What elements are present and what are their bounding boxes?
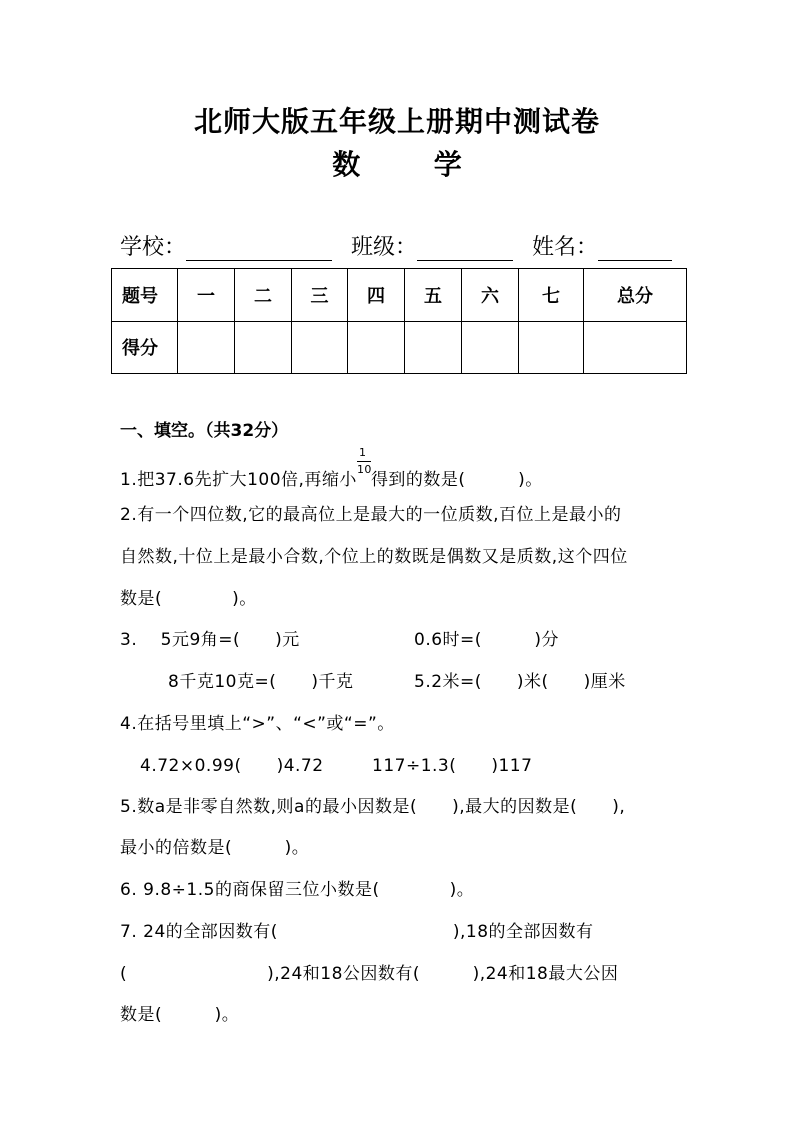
question-4-line-1: 4.在括号里填上“>”、“<”或“=”。 xyxy=(120,714,395,734)
question-3-b: 0.6时=( )分 xyxy=(414,630,560,650)
score-cell[interactable] xyxy=(235,321,292,374)
question-1-text-after: 得到的数是( )。 xyxy=(370,470,543,490)
column-header: 一 xyxy=(178,269,235,322)
score-table-score-row xyxy=(112,321,687,374)
section-heading: 一、填空。（共32分） xyxy=(120,421,289,441)
score-cell[interactable] xyxy=(292,321,348,374)
column-header: 五 xyxy=(405,269,462,322)
school-field[interactable] xyxy=(186,238,332,261)
column-header: 六 xyxy=(462,269,519,322)
class-field[interactable] xyxy=(417,238,513,261)
question-2-line-1: 2.有一个四位数,它的最高位上是最大的一位质数,百位上是最小的 xyxy=(120,505,622,525)
question-4-b: 117÷1.3( )117 xyxy=(372,756,533,776)
school-label: 学校： xyxy=(120,235,187,260)
question-1 xyxy=(120,446,543,490)
name-label: 姓名： xyxy=(532,235,599,260)
score-cell[interactable] xyxy=(584,321,687,374)
subject-char-1: 数 xyxy=(332,148,361,181)
exam-title: 北师大版五年级上册期中测试卷 xyxy=(193,105,600,138)
question-1-text-before: 1.把37.6先扩大100倍,再缩小 xyxy=(120,470,357,490)
score-cell[interactable] xyxy=(405,321,462,374)
question-5-line-2: 最小的倍数是( )。 xyxy=(120,838,310,858)
question-3-d: 5.2米=( )米( )厘米 xyxy=(414,672,626,692)
question-2-line-3: 数是( )。 xyxy=(120,589,257,609)
score-cell[interactable] xyxy=(462,321,519,374)
question-7-line-2: ( ),24和18公因数有( ),24和18最大公因 xyxy=(120,964,619,984)
score-table xyxy=(111,268,687,374)
column-header: 二 xyxy=(235,269,292,322)
fraction-numerator: 1 xyxy=(358,446,367,459)
score-table-header-row xyxy=(112,269,687,322)
question-7-line-3: 数是( )。 xyxy=(120,1005,240,1025)
question-3-c: 8千克10克=( )千克 xyxy=(168,672,354,692)
question-6: 6. 9.8÷1.5的商保留三位小数是( )。 xyxy=(120,880,475,900)
question-7-line-1: 7. 24的全部因数有( ),18的全部因数有 xyxy=(120,922,594,942)
column-header: 总分 xyxy=(584,269,687,322)
name-field[interactable] xyxy=(598,238,672,261)
column-header: 七 xyxy=(519,269,584,322)
column-header: 四 xyxy=(348,269,405,322)
score-label: 得分 xyxy=(112,321,178,374)
question-number-label: 题号 xyxy=(112,269,178,322)
question-4-a: 4.72×0.99( )4.72 xyxy=(140,756,324,776)
score-cell[interactable] xyxy=(348,321,405,374)
fraction xyxy=(356,446,372,485)
subject-title xyxy=(0,143,794,183)
question-3-a: 3. 5元9角=( )元 xyxy=(120,630,300,650)
score-cell[interactable] xyxy=(178,321,235,374)
column-header: 三 xyxy=(292,269,348,322)
fraction-bar xyxy=(357,461,371,462)
question-2-line-2: 自然数,十位上是最小合数,个位上的数既是偶数又是质数,这个四位 xyxy=(120,547,628,567)
class-label: 班级： xyxy=(351,235,418,260)
fraction-denominator: 10 xyxy=(356,463,372,476)
score-cell[interactable] xyxy=(519,321,584,374)
student-info-row xyxy=(120,230,672,261)
subject-char-2: 学 xyxy=(433,148,462,181)
question-5-line-1: 5.数a是非零自然数,则a的最小因数是( ),最大的因数是( ), xyxy=(120,797,626,817)
